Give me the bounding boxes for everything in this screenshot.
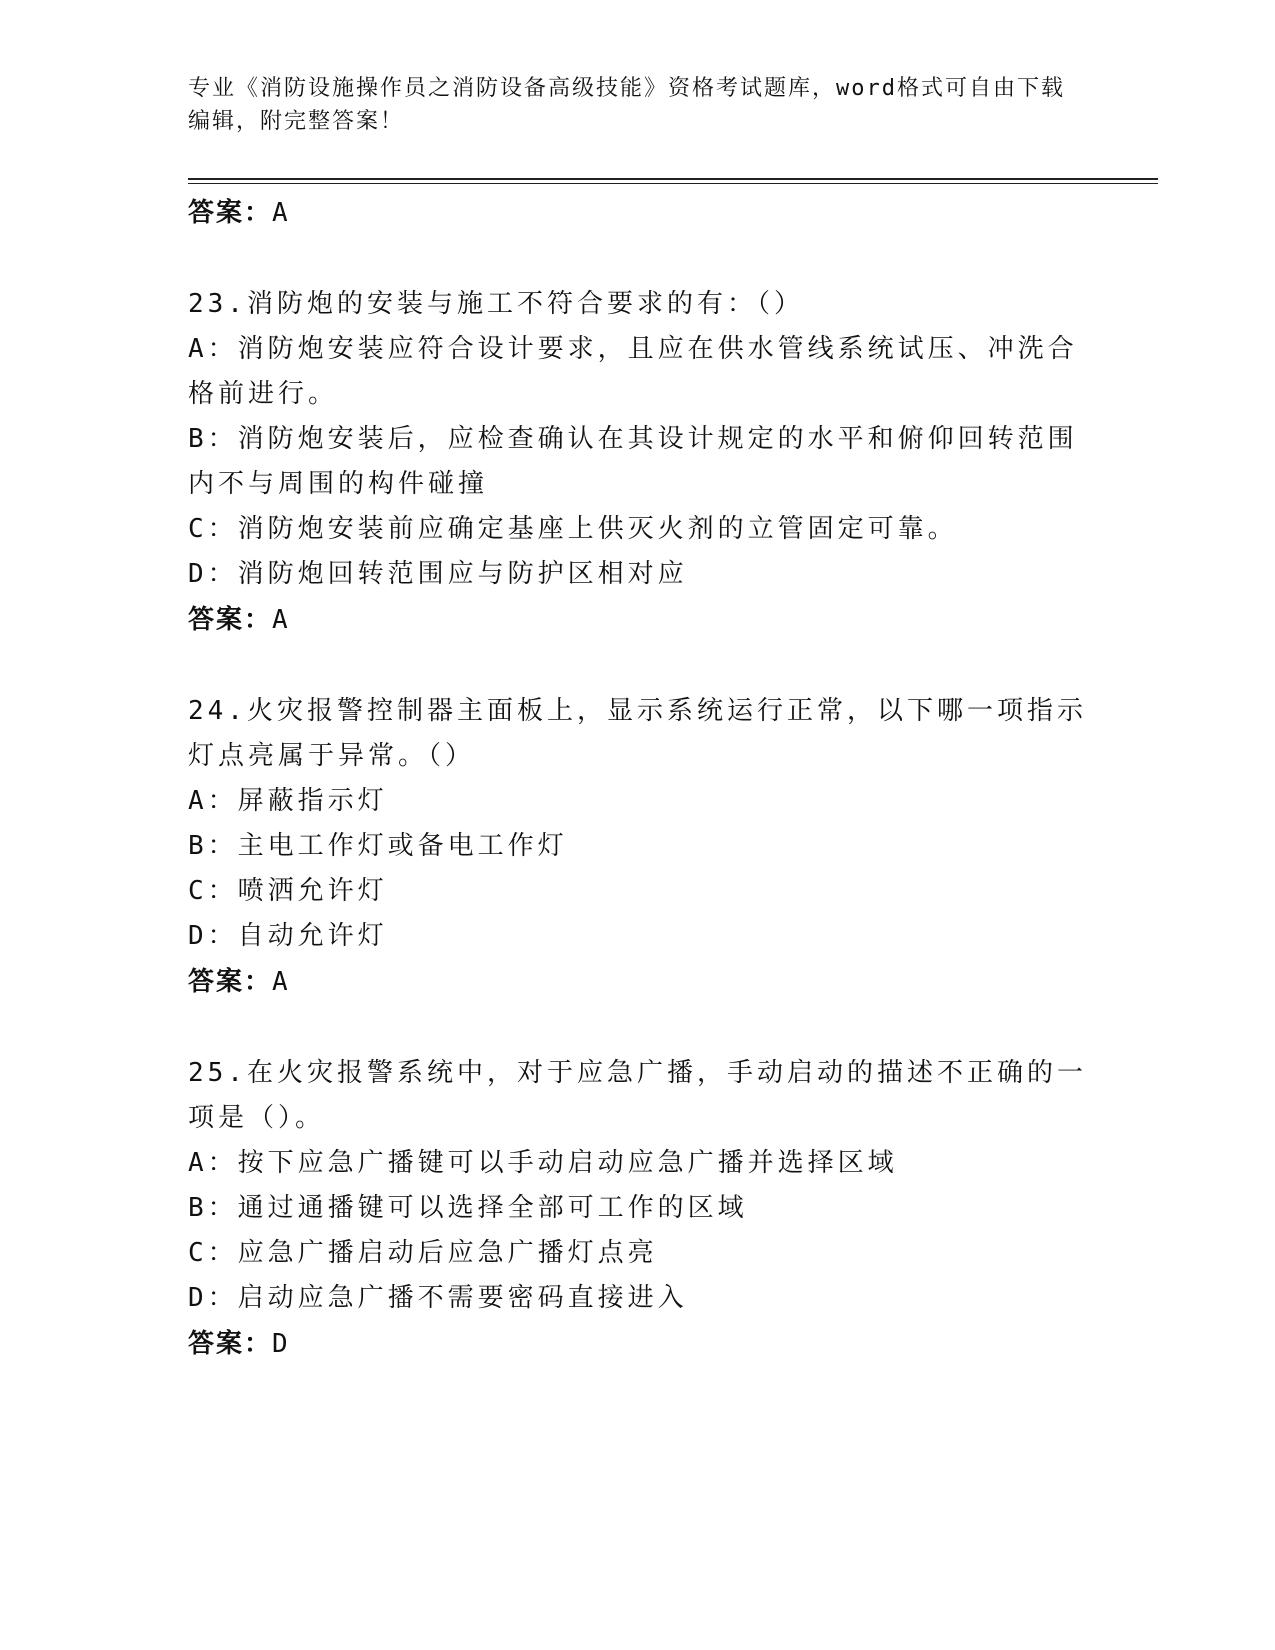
- option-a: A：按下应急广播键可以手动启动应急广播并选择区域: [188, 1148, 898, 1178]
- option-b: B：消防炮安装后，应检查确认在其设计规定的水平和俯仰回转范围内不与周围的构件碰撞: [188, 424, 1078, 499]
- answer-value: A: [272, 605, 290, 635]
- answer-line: [188, 1321, 1088, 1367]
- option-d: D：消防炮回转范围应与防护区相对应: [188, 559, 688, 589]
- option-a: A：消防炮安装应符合设计要求，且应在供水管线系统试压、冲洗合格前进行。: [188, 334, 1078, 409]
- answer-value: A: [272, 967, 290, 997]
- option-c: C：喷洒允许灯: [188, 876, 388, 906]
- answer-line: [188, 190, 1088, 236]
- option-b: B：主电工作灯或备电工作灯: [188, 831, 568, 861]
- option-d: D：启动应急广播不需要密码直接进入: [188, 1283, 688, 1313]
- option-d: D：自动允许灯: [188, 921, 388, 951]
- answer-value: D: [272, 1329, 290, 1359]
- answer-line: [188, 597, 1088, 643]
- page-header: 专业《消防设施操作员之消防设备高级技能》资格考试题库，word格式可自由下载编辑，附完整答案！: [188, 76, 1065, 134]
- answer-line: [188, 959, 1088, 1005]
- question-23: [188, 282, 1088, 643]
- option-b: B：通过通播键可以选择全部可工作的区域: [188, 1193, 748, 1223]
- answer-label: 答案：: [188, 967, 273, 997]
- header-divider: [188, 178, 1158, 184]
- answer-value: A: [272, 198, 290, 228]
- question-24: [188, 689, 1088, 1005]
- question-text: 23.消防炮的安装与施工不符合要求的有：（）: [188, 289, 804, 319]
- question-list: [188, 190, 1088, 1367]
- answer-label: 答案：: [188, 1329, 273, 1359]
- question-text: 25.在火灾报警系统中，对于应急广播，手动启动的描述不正确的一项是（）。: [188, 1058, 1087, 1133]
- option-c: C：消防炮安装前应确定基座上供灭火剂的立管固定可靠。: [188, 514, 958, 544]
- answer-label: 答案：: [188, 605, 273, 635]
- option-c: C：应急广播启动后应急广播灯点亮: [188, 1238, 658, 1268]
- option-a: A：屏蔽指示灯: [188, 786, 388, 816]
- question-25: [188, 1051, 1088, 1367]
- answer-label: 答案：: [188, 198, 273, 228]
- question-text: 24.火灾报警控制器主面板上，显示系统运行正常，以下哪一项指示灯点亮属于异常。（）: [188, 696, 1087, 771]
